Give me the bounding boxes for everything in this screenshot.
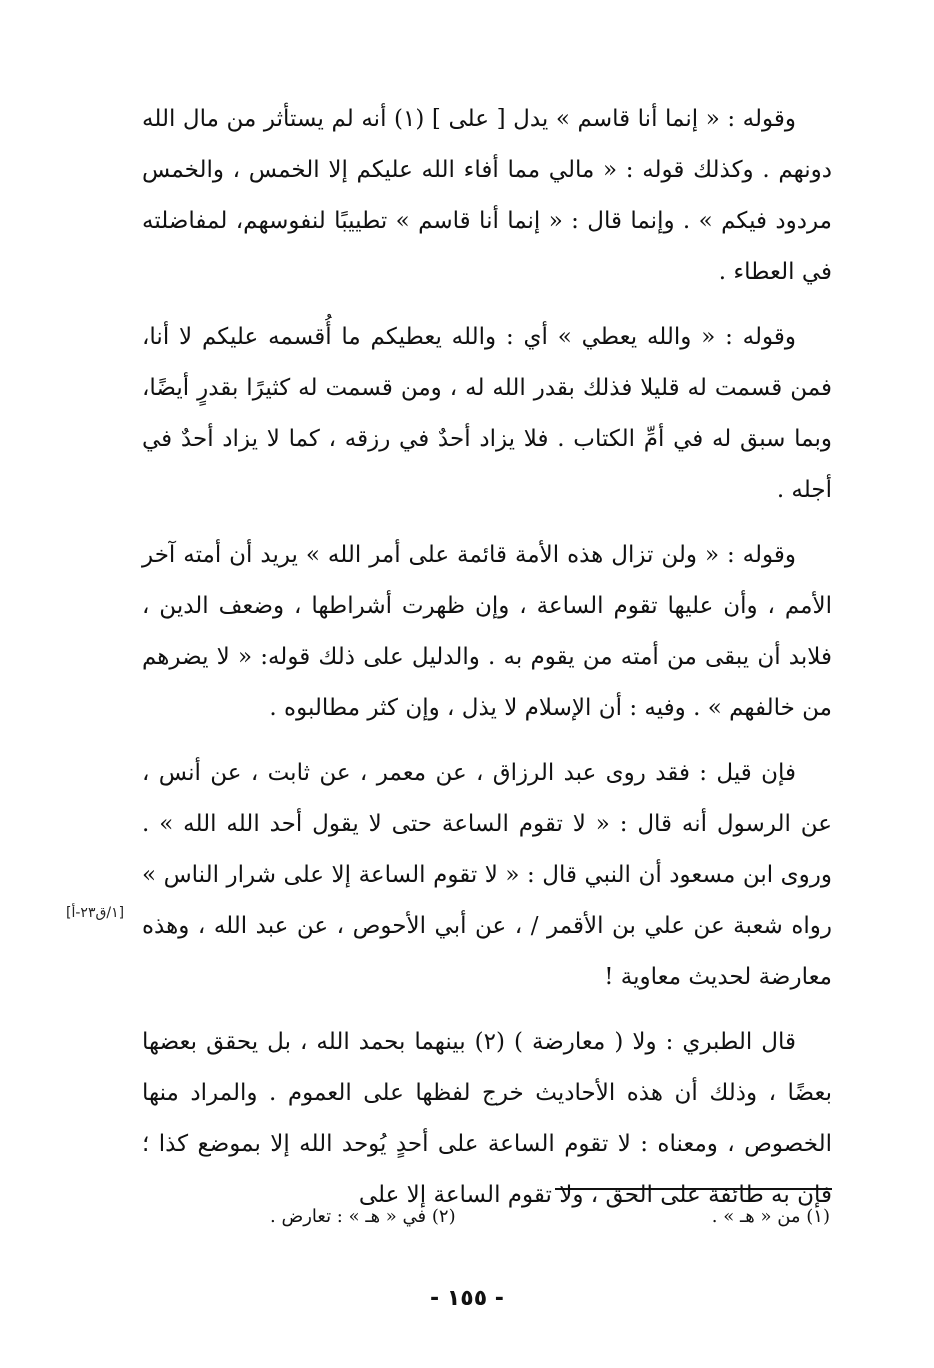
page-number: - ١٥٥ - bbox=[430, 1286, 504, 1311]
footnote-2: (٢) في « هـ » : تعارض . bbox=[270, 1206, 456, 1227]
footnote-divider bbox=[555, 1188, 832, 1190]
paragraph-text: قال الطبري : ولا ( معارضة ) (٢) بينهما بحمد الله ، بل يحقق بعضها بعضًا ، وذلك أن هذه الأحاديث خرج لفظها على العموم . والمراد منها الخصوص ، ومعناه : لا تقوم الساعة على أحدٍ يُوحد الله إلا بموضع كذا ؛ فإن به طائفة على الحق ، ولا تقوم الساعة إلا على bbox=[142, 1029, 832, 1208]
paragraph-3 bbox=[142, 530, 832, 734]
paragraph-5 bbox=[142, 1017, 832, 1221]
paragraph-1 bbox=[142, 94, 832, 298]
manuscript-folio-note: [١/ق٢٣-أ] bbox=[66, 905, 125, 921]
paragraph-2 bbox=[142, 312, 832, 516]
footnote-1: (١) من « هـ » . bbox=[711, 1206, 830, 1227]
paragraph-text: وقوله : « والله يعطي » أي : والله يعطيكم ما أُقسمه عليكم لا أنا، فمن قسمت له قليلا فذلك بقدر الله له ، ومن قسمت له كثيرًا بقدرٍ أيضًا، وبما سبق له في أمِّ الكتاب . فلا يزاد أحدٌ في رزقه ، كما لا يزاد أحدٌ في أجله . bbox=[142, 324, 832, 503]
paragraph-text: وقوله : « إنما أنا قاسم » يدل [ على ] (١) أنه لم يستأثر من مال الله دونهم . وكذلك قوله : « مالي مما أفاء الله عليكم إلا الخمس ، والخمس مردود فيكم » . وإنما قال : « إنما أنا قاسم » تطييبًا لنفوسهم، لمفاضلته في العطاء . bbox=[142, 106, 832, 285]
paragraph-4 bbox=[142, 748, 832, 1003]
paragraph-text: وقوله : « ولن تزال هذه الأمة قائمة على أمر الله » يريد أن أمته آخر الأمم ، وأن عليها تقوم الساعة ، وإن ظهرت أشراطها ، وضعف الدين ، فلابد أن يبقى من أمته من يقوم به . والدليل على ذلك قوله: « لا يضرهم من خالفهم » . وفيه : أن الإسلام لا يذل ، وإن كثر مطالبوه . bbox=[142, 542, 832, 721]
paragraph-text: فإن قيل : فقد روى عبد الرزاق ، عن معمر ، عن ثابت ، عن أنس ، عن الرسول أنه قال : « لا تقوم الساعة حتى لا يقول أحد الله الله » . وروى ابن مسعود أن النبي قال : « لا تقوم الساعة إلا على شرار الناس » رواه شعبة عن علي بن الأقمر / ، عن أبي الأحوص ، عن عبد الله ، وهذه معارضة لحديث معاوية ! bbox=[142, 760, 832, 990]
main-text bbox=[142, 94, 832, 1235]
footnotes bbox=[270, 1206, 830, 1227]
